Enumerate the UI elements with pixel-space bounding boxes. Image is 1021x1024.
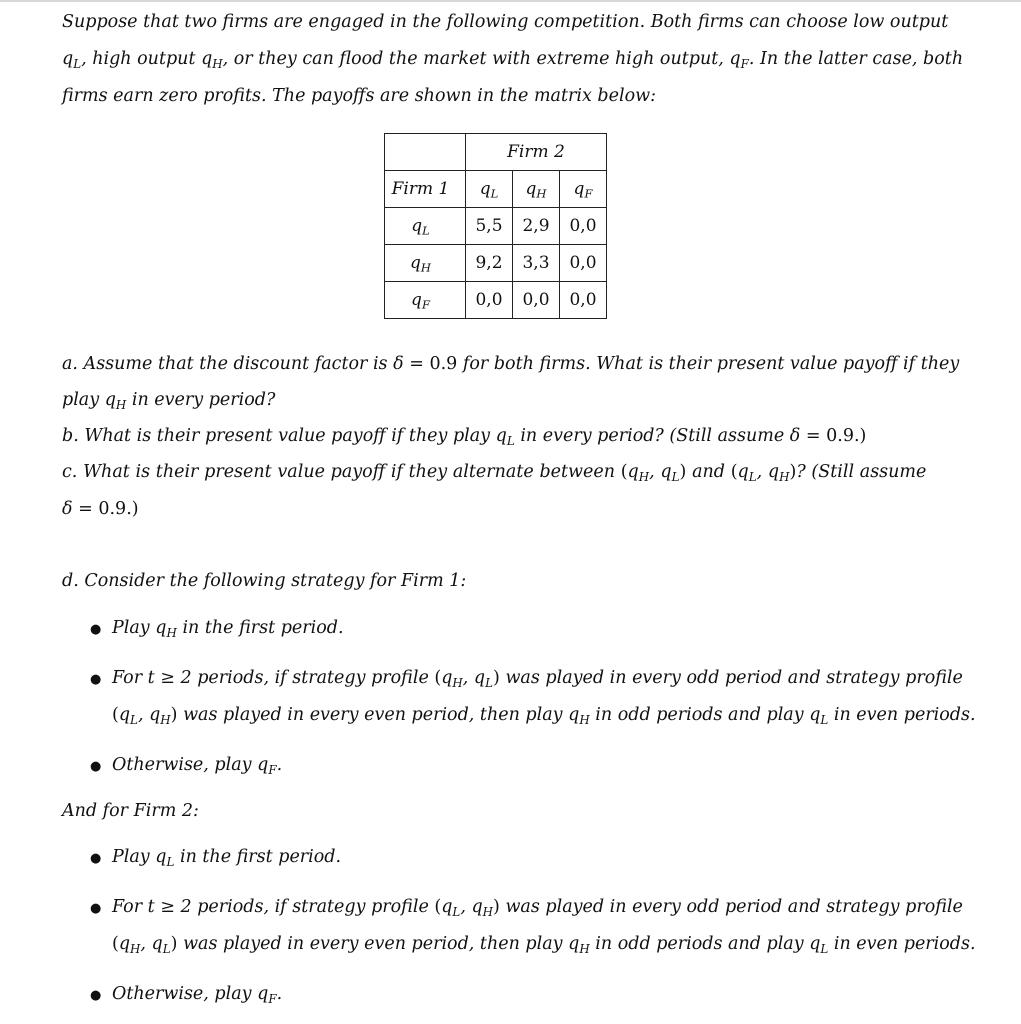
firm1-rule-3: Otherwise, play $q_F$. [112,755,283,777]
top-divider [0,0,1021,2]
firm2-rule-2-line-1: For t ≥ 2 periods, if strategy profile ($q_L$, $q_H$) was played in every odd period and strategy profile [112,897,963,919]
matrix-cell: 3,3 [513,245,560,282]
bullet-icon: ● [90,622,102,637]
firm1-rule-2-line-1: For t ≥ 2 periods, if strategy profile ($q_H$, $q_L$) was played in every odd period and strategy profile [112,668,963,690]
question-c-line-2: δ = 0.9.) [62,499,139,519]
bullet-icon: ● [90,901,102,916]
payoff-matrix [384,133,607,319]
matrix-header-qL: $q_L$ [466,171,513,208]
matrix-cell: 0,0 [513,282,560,319]
matrix-col-player: Firm 2 [466,134,607,171]
question-c-line-1: c. What is their present value payoff if they alternate between ($q_H$, $q_L$) and ($q_L$, $q_H$)? (Still assume [62,462,927,484]
firm2-rule-2-line-2: ($q_H$, $q_L$) was played in every even period, then play $q_H$ in odd periods and play $q_L$ in even periods. [112,934,976,956]
matrix-header-qF: $q_F$ [560,171,607,208]
matrix-cell: 0,0 [560,208,607,245]
bullet-icon: ● [90,988,102,1003]
firm2-rule-3: Otherwise, play $q_F$. [112,984,283,1006]
question-a-line-2: play $q_H$ in every period? [62,390,276,412]
matrix-row-label-qH: $q_H$ [385,245,466,282]
firm1-rule-2-line-2: ($q_L$, $q_H$) was played in every even period, then play $q_H$ in odd periods and play $q_L$ in even periods. [112,705,976,727]
matrix-cell: 0,0 [560,245,607,282]
intro-line-2: $q_L$, high output $q_H$, or they can flood the market with extreme high output, $q_F$. In the latter case, both [62,49,964,71]
matrix-header-qH: $q_H$ [513,171,560,208]
question-a-line-1: a. Assume that the discount factor is δ = 0.9 for both firms. What is their present value payoff if they [62,354,960,374]
question-b: b. What is their present value payoff if they play $q_L$ in every period? (Still assume δ = 0.9.) [62,426,867,448]
matrix-row-player: Firm 1 [385,171,466,208]
bullet-icon: ● [90,672,102,687]
bullet-icon: ● [90,851,102,866]
matrix-cell: 2,9 [513,208,560,245]
matrix-cell: 0,0 [560,282,607,319]
matrix-cell: 0,0 [466,282,513,319]
matrix-cell: 5,5 [466,208,513,245]
matrix-corner [385,134,466,171]
firm2-rule-1: Play $q_L$ in the first period. [112,847,342,869]
firm2-intro: And for Firm 2: [62,801,199,821]
matrix-row-label-qL: $q_L$ [385,208,466,245]
matrix-cell: 9,2 [466,245,513,282]
question-d-intro: d. Consider the following strategy for Firm 1: [62,571,467,591]
bullet-icon: ● [90,759,102,774]
intro-line-1: Suppose that two firms are engaged in the following competition. Both firms can choose low output [62,12,949,32]
firm1-rule-1: Play $q_H$ in the first period. [112,618,344,640]
intro-line-3: firms earn zero profits. The payoffs are shown in the matrix below: [62,86,656,106]
matrix-row-label-qF: $q_F$ [385,282,466,319]
